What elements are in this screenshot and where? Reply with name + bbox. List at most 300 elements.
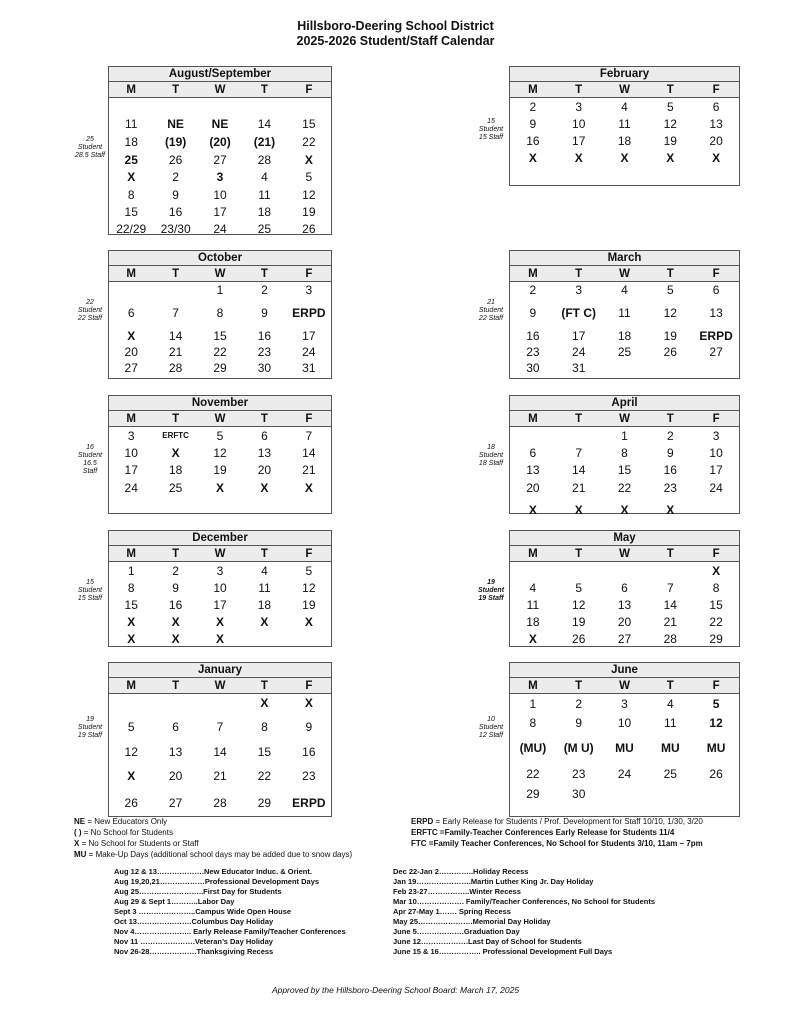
day-cell: 16 <box>302 744 316 759</box>
day-cell: 4 <box>621 283 628 297</box>
day-cell: 9 <box>261 306 268 320</box>
day-cell: 10 <box>709 445 723 460</box>
day-cell: 6 <box>172 719 179 734</box>
day-count-line: Student <box>478 452 504 459</box>
event-item: Aug 12 & 13……………….New Educator Induc. & Orient. <box>114 867 312 876</box>
day-count-line: 28.5 Staff <box>75 152 105 159</box>
week-row <box>510 132 739 149</box>
month-calendar <box>108 66 332 235</box>
weekday-label: W <box>619 413 630 425</box>
day-cell: 19 <box>572 615 586 629</box>
day-cell: 28 <box>168 361 183 375</box>
weekday-label: T <box>260 548 268 560</box>
day-count-line: 19 <box>487 579 495 586</box>
legend-item: X = No School for Students or Staff <box>74 839 199 848</box>
day-count-note <box>72 579 108 603</box>
day-cell: ERPD <box>292 306 326 320</box>
day-cell: 22 <box>302 135 316 149</box>
day-cell: MU <box>615 741 634 755</box>
day-cell: 28 <box>213 796 227 810</box>
day-count-note <box>72 716 108 740</box>
event-item: June 15 & 16…………….. Professional Development Full Days <box>393 947 613 956</box>
day-cell: 14 <box>663 598 677 612</box>
day-cell: 15 <box>124 205 138 219</box>
day-cell: 10 <box>213 580 227 595</box>
day-cell: X <box>620 502 629 517</box>
weekday-label: T <box>666 84 674 96</box>
day-count-line: Student <box>477 587 505 594</box>
week-row <box>109 761 331 791</box>
day-cell: 25 <box>663 766 677 781</box>
day-count-note <box>72 299 108 323</box>
day-count-line: Student <box>77 452 103 459</box>
event-item: Dec 22-Jan 2…………..Holiday Recess <box>393 867 529 876</box>
week-row <box>510 149 739 167</box>
day-cell: 22 <box>526 766 540 781</box>
day-count-note <box>473 716 509 740</box>
day-cell: X <box>127 769 136 783</box>
month-calendar <box>108 395 332 514</box>
month-title: March <box>510 251 739 266</box>
week-row <box>510 328 739 344</box>
weekday-label: W <box>214 680 226 692</box>
day-count-line: 19 <box>86 716 94 723</box>
day-cell: 19 <box>213 463 227 477</box>
day-cell: X <box>127 329 136 343</box>
day-cell: 2 <box>666 428 674 443</box>
day-cell: 5 <box>305 563 313 578</box>
week-row <box>109 562 331 579</box>
week-row <box>510 562 739 579</box>
day-cell: 19 <box>663 329 677 343</box>
week-row <box>510 344 739 360</box>
weekday-label: F <box>712 84 720 96</box>
day-cell: 20 <box>124 345 138 359</box>
day-cell: 23 <box>302 769 316 783</box>
weekday-label: F <box>305 268 313 280</box>
day-cell: 9 <box>172 580 179 595</box>
day-cell: 8 <box>261 719 268 734</box>
day-cell: 12 <box>302 580 316 595</box>
day-cell: 24 <box>302 345 316 359</box>
day-cell: 11 <box>618 306 631 320</box>
weekday-label: M <box>528 268 538 280</box>
day-cell: X <box>216 631 225 646</box>
day-cell: X <box>528 502 537 517</box>
day-cell: X <box>216 615 225 629</box>
day-cell: 17 <box>709 463 723 477</box>
day-cell: X <box>260 615 269 629</box>
day-count-line: Staff <box>82 468 98 475</box>
day-cell: 12 <box>663 306 677 320</box>
day-cell: 3 <box>216 563 224 578</box>
week-row <box>109 614 331 630</box>
month-calendar <box>108 250 332 379</box>
month-title: December <box>109 531 331 546</box>
month-title: April <box>510 396 739 411</box>
week-row <box>109 115 331 133</box>
day-cell: 15 <box>617 463 632 477</box>
month-calendar <box>509 530 740 647</box>
month-calendar <box>509 395 740 517</box>
day-cell: 19 <box>663 133 677 148</box>
weekday-label: F <box>305 413 313 425</box>
week-row <box>510 282 739 298</box>
weekday-header <box>109 411 331 427</box>
weekday-label: F <box>712 268 720 280</box>
day-cell: 11 <box>526 598 540 612</box>
day-cell: 14 <box>168 329 183 343</box>
day-count-note <box>72 444 108 476</box>
day-cell: 8 <box>127 580 135 595</box>
day-cell: 1 <box>529 696 537 711</box>
event-item: June 12……………….Last Day of School for Students <box>393 937 582 946</box>
weekday-label: F <box>305 548 313 560</box>
day-cell: 17 <box>213 598 227 612</box>
day-cell: 9 <box>529 306 537 320</box>
day-cell: 27 <box>124 361 138 375</box>
day-cell: 30 <box>257 361 272 375</box>
day-cell: 16 <box>168 598 183 612</box>
day-cell: 3 <box>575 283 583 297</box>
day-cell: 26 <box>168 152 183 167</box>
week-row <box>109 98 331 115</box>
weekday-label: T <box>666 548 674 560</box>
week-row <box>510 496 739 523</box>
event-item: Aug 19,20,21………………Professional Development Days <box>114 877 320 886</box>
weekday-label: T <box>575 268 583 280</box>
weekday-label: M <box>126 413 136 425</box>
day-cell: 26 <box>709 766 723 781</box>
weekday-label: T <box>172 548 180 560</box>
event-item: June 5……………….Graduation Day <box>393 927 520 936</box>
day-cell: 19 <box>302 598 316 612</box>
day-cell: 6 <box>712 283 720 297</box>
calendar-title: 2025-2026 Student/Staff Calendar <box>296 34 495 48</box>
week-row <box>109 203 331 221</box>
day-cell: 30 <box>526 361 540 375</box>
day-count-line: 15 <box>487 118 495 125</box>
day-cell: 8 <box>712 580 720 595</box>
day-cell: 15 <box>709 598 723 612</box>
weekday-label: W <box>214 413 226 425</box>
weekday-label: T <box>575 84 583 96</box>
weekday-label: T <box>172 413 180 425</box>
day-cell: X <box>127 170 136 184</box>
day-cell: X <box>712 563 721 578</box>
day-cell: (19) <box>164 135 187 149</box>
week-row <box>510 479 739 496</box>
day-cell: 11 <box>258 187 271 202</box>
day-cell: 20 <box>168 769 183 783</box>
week-row <box>510 461 739 479</box>
day-cell: X <box>171 445 180 460</box>
month-title: May <box>510 531 739 546</box>
day-cell: 15 <box>124 598 138 612</box>
day-cell: 27 <box>213 152 227 167</box>
weekday-label: T <box>666 680 674 692</box>
weekday-label: M <box>528 680 538 692</box>
day-count-line: 15 <box>86 579 94 586</box>
day-count-line: Student <box>77 307 103 314</box>
day-cell: 2 <box>529 99 537 114</box>
weekday-label: W <box>214 548 226 560</box>
day-cell: 1 <box>621 428 628 443</box>
week-row <box>510 98 739 115</box>
day-cell: 13 <box>526 463 540 477</box>
day-cell: 9 <box>666 445 674 460</box>
day-cell: 12 <box>572 598 586 612</box>
day-cell: 16 <box>663 463 677 477</box>
day-cell: 26 <box>663 345 677 359</box>
day-cell: 13 <box>257 445 272 460</box>
week-row <box>109 444 331 461</box>
day-cell: 6 <box>261 428 268 443</box>
day-cell: X <box>127 615 136 629</box>
weekday-label: M <box>126 548 136 560</box>
day-cell: 29 <box>213 361 227 375</box>
week-row <box>510 764 739 783</box>
day-cell: 2 <box>172 563 179 578</box>
day-cell: 25 <box>617 345 632 359</box>
day-cell: 6 <box>127 306 135 320</box>
day-cell: 3 <box>305 283 313 297</box>
day-cell: (M U) <box>563 741 594 755</box>
week-row <box>510 732 739 764</box>
day-cell: (MU) <box>519 741 547 755</box>
day-cell: 24 <box>124 480 138 495</box>
day-cell: 23 <box>572 766 586 781</box>
day-cell: 10 <box>213 187 227 202</box>
weekday-label: T <box>666 268 674 280</box>
day-count-line: 16 <box>86 444 94 451</box>
day-cell: 7 <box>305 428 313 443</box>
day-count-note <box>72 136 108 160</box>
day-cell: 6 <box>712 99 720 114</box>
day-cell: 3 <box>621 696 628 711</box>
legend-right <box>411 816 703 849</box>
day-cell: 7 <box>666 580 674 595</box>
day-count-line: 16.5 <box>83 460 97 467</box>
day-count-line: 15 Staff <box>77 595 103 602</box>
weekday-header <box>510 411 739 427</box>
day-cell: 11 <box>258 580 271 595</box>
legend-item: ( ) = No School for Students <box>74 828 173 837</box>
weekday-header <box>109 82 331 98</box>
day-cell: 2 <box>172 170 179 184</box>
week-row <box>109 168 331 186</box>
day-cell: 5 <box>712 696 720 711</box>
month-title: November <box>109 396 331 411</box>
weekday-label: W <box>214 268 226 280</box>
weekday-label: F <box>712 680 720 692</box>
day-cell: 4 <box>261 563 268 578</box>
day-cell: X <box>528 151 537 165</box>
day-cell: 18 <box>124 135 138 149</box>
day-cell: ERPD <box>699 329 733 343</box>
day-cell: 27 <box>168 796 183 810</box>
legend-item: FTC =Family Teacher Conferences, No School for Students 3/10, 11am – 7pm <box>411 839 703 848</box>
day-cell: 24 <box>709 480 723 495</box>
event-item: Nov 11 ………………….Veteran’s Day Holiday <box>114 937 273 946</box>
day-cell: 11 <box>124 117 138 131</box>
week-row <box>109 496 331 523</box>
day-cell: 12 <box>213 445 227 460</box>
day-cell: 17 <box>124 463 138 477</box>
event-item: Feb 23-27……………..Winter Recess <box>393 887 521 896</box>
day-count-note <box>473 118 509 142</box>
day-cell: MU <box>660 741 680 755</box>
day-cell: 17 <box>302 329 316 343</box>
day-cell: 5 <box>216 428 224 443</box>
week-row <box>510 444 739 461</box>
day-cell: 22 <box>709 615 723 629</box>
day-cell: ERFTC <box>162 430 189 440</box>
day-cell: 16 <box>168 205 183 219</box>
day-cell: 14 <box>257 117 272 131</box>
event-item: Jan 19………………….Martin Luther King Jr. Day Holiday <box>393 877 594 886</box>
weekday-label: W <box>619 680 630 692</box>
day-cell: 22 <box>617 480 632 495</box>
day-cell: 13 <box>617 598 632 612</box>
day-count-line: Student <box>77 587 103 594</box>
day-cell: 17 <box>572 133 586 148</box>
week-row <box>510 360 739 376</box>
weekday-label: T <box>260 268 268 280</box>
events-left <box>114 867 346 957</box>
day-cell: 19 <box>302 205 316 219</box>
week-row <box>510 115 739 132</box>
day-cell: 26 <box>572 631 586 646</box>
day-cell: 30 <box>572 787 586 801</box>
event-item: Aug 29 & Sept 1………..Labor Day <box>114 897 235 906</box>
day-cell: 16 <box>526 329 540 343</box>
page-header <box>0 19 791 49</box>
event-item: Nov 4………………….. Early Release Family/Teacher Conferences <box>114 927 346 936</box>
weekday-label: T <box>575 680 583 692</box>
day-cell: 23/30 <box>160 222 191 236</box>
day-cell: 8 <box>216 306 224 320</box>
day-cell: 6 <box>621 580 628 595</box>
day-cell: X <box>712 151 721 165</box>
day-cell: 8 <box>127 187 135 202</box>
weekday-header <box>510 678 739 694</box>
day-cell: 10 <box>124 445 138 460</box>
weekday-label: T <box>260 680 268 692</box>
day-cell: 25 <box>168 480 183 495</box>
week-row <box>510 167 739 187</box>
day-cell: 14 <box>213 744 227 759</box>
weekday-header <box>109 546 331 562</box>
day-cell: 7 <box>575 445 583 460</box>
day-cell: X <box>127 631 136 646</box>
day-cell: 27 <box>709 345 723 359</box>
day-cell: 15 <box>213 329 227 343</box>
day-cell: (21) <box>253 135 276 149</box>
day-cell: 4 <box>261 170 268 184</box>
day-cell: X <box>304 695 313 710</box>
week-row <box>510 596 739 614</box>
weekday-label: T <box>172 680 180 692</box>
day-cell: 4 <box>666 696 674 711</box>
weekday-label: W <box>619 84 630 96</box>
day-cell: 5 <box>666 283 674 297</box>
day-count-line: 25 <box>86 136 94 143</box>
day-cell: 13 <box>168 744 183 759</box>
day-cell: 4 <box>529 580 537 595</box>
day-cell: 17 <box>572 329 586 343</box>
event-item: Apr 27-May 1……. Spring Recess <box>393 907 511 916</box>
week-row <box>109 711 331 742</box>
day-cell: 22 <box>213 345 227 359</box>
weekday-label: F <box>305 680 313 692</box>
day-cell: 5 <box>575 580 583 595</box>
day-count-note <box>473 299 509 323</box>
day-cell: 16 <box>526 133 540 148</box>
weekday-label: F <box>712 548 720 560</box>
day-count-line: 19 Staff <box>77 732 103 739</box>
legend-left <box>74 816 352 860</box>
week-row <box>510 298 739 328</box>
week-row <box>109 479 331 496</box>
day-cell: X <box>620 151 629 165</box>
day-cell: 17 <box>213 205 227 219</box>
event-item: Oct 13………………….Columbus Day Holiday <box>114 917 274 926</box>
day-cell: 12 <box>709 715 723 730</box>
weekday-label: M <box>126 268 136 280</box>
day-cell: 31 <box>302 361 316 375</box>
day-cell: 6 <box>529 445 537 460</box>
month-title: January <box>109 663 331 678</box>
weekday-label: W <box>619 268 630 280</box>
day-cell: 29 <box>709 631 723 646</box>
day-cell: 10 <box>572 116 586 131</box>
day-cell: 15 <box>302 117 316 131</box>
day-cell: 15 <box>257 744 272 759</box>
day-count-line: Student <box>478 307 504 314</box>
day-count-note <box>473 444 509 468</box>
day-cell: 3 <box>127 428 135 443</box>
day-count-line: 18 <box>487 444 495 451</box>
day-cell: 5 <box>666 99 674 114</box>
day-cell: 29 <box>526 787 540 801</box>
day-cell: 18 <box>617 329 632 343</box>
day-cell: X <box>171 631 180 646</box>
day-cell: 13 <box>709 306 723 320</box>
week-row <box>109 328 331 344</box>
week-row <box>109 630 331 647</box>
weekday-header <box>510 266 739 282</box>
day-cell: 3 <box>712 428 720 443</box>
weekday-label: W <box>619 548 630 560</box>
month-title: June <box>510 663 739 678</box>
day-cell: X <box>171 615 180 629</box>
day-cell: X <box>666 151 675 165</box>
day-cell: 20 <box>526 480 540 495</box>
month-calendar <box>108 662 332 817</box>
week-row <box>109 298 331 328</box>
day-cell: 26 <box>124 796 138 810</box>
week-row <box>109 742 331 761</box>
month-calendar <box>108 530 332 647</box>
day-cell: NE <box>211 117 229 131</box>
day-cell: 23 <box>526 345 540 359</box>
day-cell: 9 <box>575 715 583 730</box>
day-count-line: 19 Staff <box>478 595 504 602</box>
day-cell: 14 <box>572 463 586 477</box>
weekday-header <box>109 678 331 694</box>
day-cell: ERPD <box>292 796 326 810</box>
